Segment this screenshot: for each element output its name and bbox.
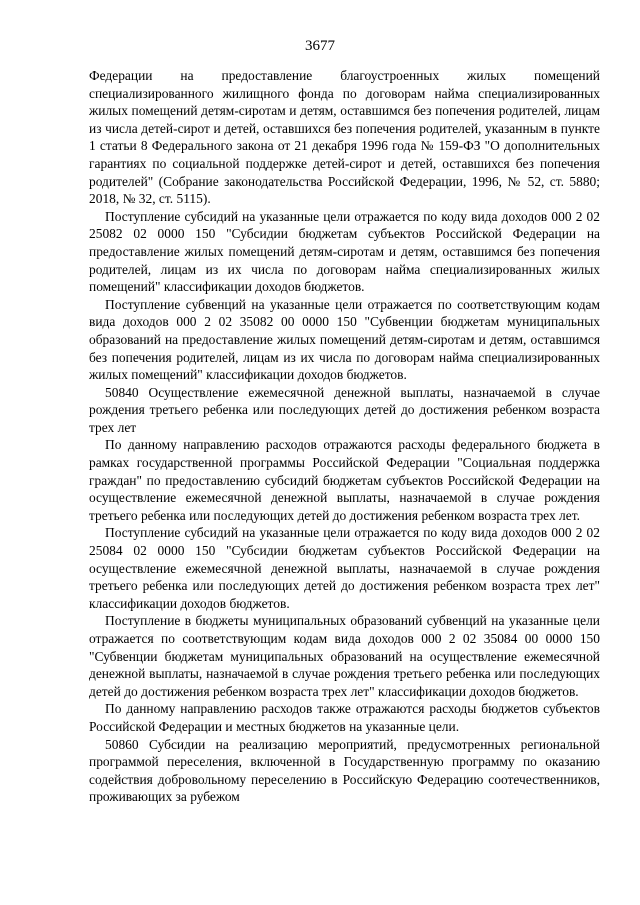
page-number: 3677 xyxy=(305,38,335,54)
paragraph: По данному направлению расходов отражаются расходы федерального бюджета в рамках государственной программы Российской Федерации "Социальная поддержка граждан" по предоставлению субсидий бюджетам субъектов Российской Федерации на осуществление ежемесячной денежной выплаты, назначаемой в случае рождения третьего ребенка или последующих детей до достижения ребенком возраста трех лет. xyxy=(89,437,600,523)
document-body xyxy=(89,67,600,806)
paragraph: Поступление в бюджеты муниципальных образований субвенций на указанные цели отражается по соответствующим кодам вида доходов 000 2 02 35084 00 0000 150 "Субвенции бюджетам муниципальных образований на осуществление ежемесячной денежной выплаты, назначаемой в случае рождения третьего ребенка или последующих детей до достижения ребенком возраста трех лет" классификации доходов бюджетов. xyxy=(89,613,600,699)
paragraph-continuation: Федерации на предоставление благоустроенных жилых помещений специализированного жилищного фонда по договорам найма специализированных жилых помещений детям-сиротам и детям, оставшимся без попечения родителей, лицам из числа детей-сирот и детей, оставшихся без попечения родителей, указанным в пункте 1 статьи 8 Федерального закона от 21 декабря 1996 года № 159-ФЗ "О дополнительных гарантиях по социальной поддержке детей-сирот и детей, оставшихся без попечения родителей" (Собрание законодательства Российской Федерации, 1996, № 52, ст. 5880; 2018, № 32, ст. 5115). xyxy=(89,68,600,207)
section-heading-50860: 50860 Субсидии на реализацию мероприятий, предусмотренных региональной программой переселения, включенной в Государственную программу по оказанию содействия добровольному переселению в Российскую Федерацию соотечественников, проживающих за рубежом xyxy=(89,736,600,805)
paragraph: Поступление субвенций на указанные цели отражается по соответствующим кодам вида доходов 000 2 02 35082 00 0000 150 "Субвенции бюджетам муниципальных образований на предоставление жилых помещений детям-сиротам и детям, оставшимся без попечения родителей, лицам из их числа по договорам найма специализированных жилых помещений" классификации доходов бюджетов. xyxy=(89,296,600,383)
paragraph: По данному направлению расходов также отражаются расходы бюджетов субъектов Российской Федерации и местных бюджетов на указанные цели. xyxy=(89,701,600,734)
section-heading-50840: 50840 Осуществление ежемесячной денежной выплаты, назначаемой в случае рождения третьего ребенка или последующих детей до достижения ребенком возраста трех лет xyxy=(89,384,600,435)
paragraph: Поступление субсидий на указанные цели отражается по коду вида доходов 000 2 02 25084 02 0000 150 "Субсидии бюджетам субъектов Российской Федерации на осуществление ежемесячной денежной выплаты, назначаемой в случае рождения третьего ребенка или последующих детей до достижения ребенком возраста трех лет" классификации доходов бюджетов. xyxy=(89,525,600,611)
paragraph: Поступление субсидий на указанные цели отражается по коду вида доходов 000 2 02 25082 02 0000 150 "Субсидии бюджетам субъектов Российской Федерации на предоставление жилых помещений детям-сиротам и детям, оставшимся без попечения родителей, лицам из их числа по договорам найма специализированных жилых помещений" классификации доходов бюджетов. xyxy=(89,208,600,295)
